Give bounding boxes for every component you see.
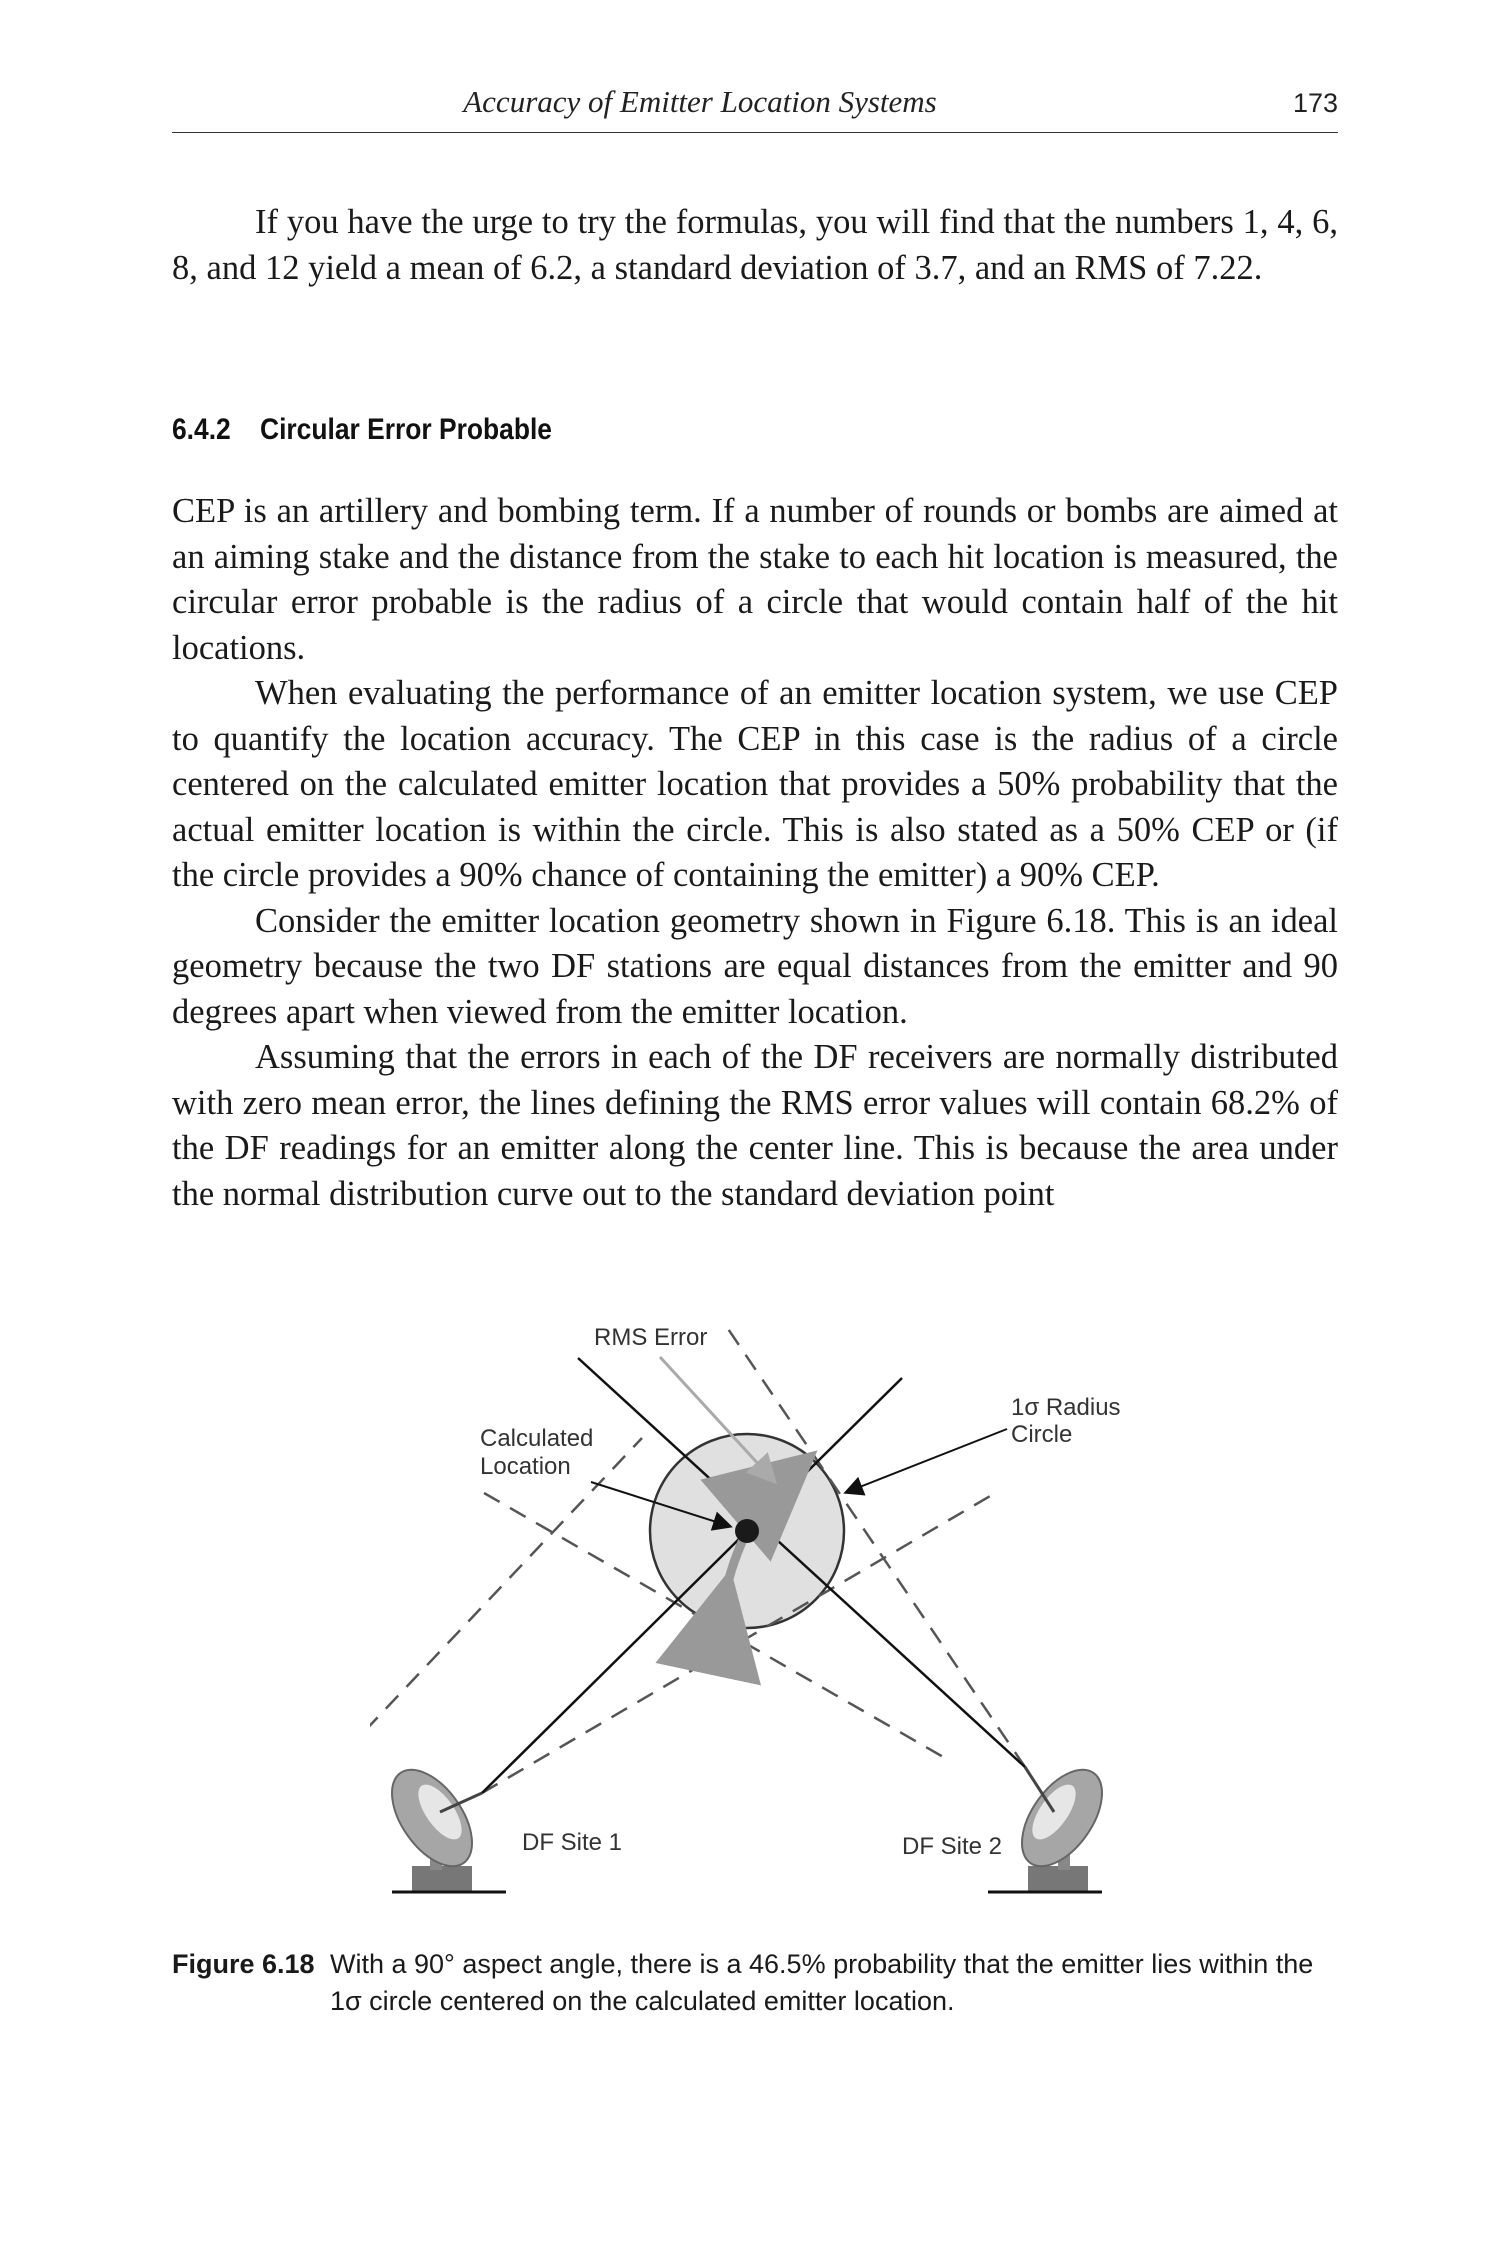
section-number: 6.4.2 bbox=[172, 413, 231, 446]
page-number: 173 bbox=[1292, 88, 1338, 118]
body-paragraphs bbox=[172, 671, 1338, 1217]
radius-circle-pointer bbox=[847, 1429, 1007, 1492]
figure-caption bbox=[172, 1946, 1338, 2020]
figure-diagram bbox=[370, 1300, 1150, 1900]
paragraph-geometry: Consider the emitter location geometry shown in Figure 6.18. This is an ideal geometry because the two DF stations are equal distances from the emitter and 90 degrees apart when viewed from the emitter location. bbox=[172, 901, 1338, 1031]
label-rms-error: RMS Error bbox=[594, 1324, 708, 1351]
label-radius-circle-2: Circle bbox=[1011, 1421, 1073, 1448]
section-title: Circular Error Probable bbox=[260, 413, 552, 446]
running-head bbox=[172, 78, 1338, 133]
df-site-1-antenna bbox=[376, 1756, 506, 1892]
label-radius-circle-1: 1σ Radius bbox=[1011, 1394, 1121, 1421]
df-site-2-antenna bbox=[988, 1756, 1118, 1892]
caption-label: Figure 6.18 bbox=[172, 1949, 315, 1979]
paragraph-formula-example: If you have the urge to try the formulas, you will find that the numbers 1, 4, 6, 8, and 12 yield a mean of 6.2, a standard deviation of 3.7, and an RMS of 7.22. bbox=[172, 203, 1338, 287]
label-df-site-1: DF Site 1 bbox=[522, 1829, 623, 1856]
paragraph-cep-evaluation: When evaluating the performance of an emitter location system, we use CEP to quantify the location accuracy. The CEP in this case is the radius of a circle centered on the calculated emitter location that provides a 50% probability that the actual emitter location is within the circle. This is also stated as a 50% CEP or (if the circle provides a 90% chance of containing the emitter) a 90% CEP. bbox=[172, 674, 1338, 894]
calculated-location-dot bbox=[735, 1519, 759, 1543]
section-heading bbox=[172, 413, 552, 447]
paragraph-normal-distribution: Assuming that the errors in each of the DF receivers are normally distributed with zero mean error, the lines defining the RMS error values will contain 68.2% of the DF readings for an emitter along the center line. This is because the area under the normal distribution curve out to the standard deviation point bbox=[172, 1038, 1338, 1213]
label-calculated-1: Calculated bbox=[480, 1425, 594, 1452]
label-df-site-2: DF Site 2 bbox=[902, 1833, 1003, 1860]
label-calculated-2: Location bbox=[480, 1453, 571, 1480]
running-title: Accuracy of Emitter Location Systems bbox=[463, 84, 937, 119]
paragraph-cep-definition: CEP is an artillery and bombing term. If a number of rounds or bombs are aimed at an aiming stake and the distance from the stake to each hit location is measured, the circular error probable is the radius of a circle that would contain half of the hit locations. bbox=[172, 492, 1338, 667]
caption-text: With a 90° aspect angle, there is a 46.5% probability that the emitter lies within the 1σ circle centered on the calculated emitter location. bbox=[330, 1949, 1314, 2016]
